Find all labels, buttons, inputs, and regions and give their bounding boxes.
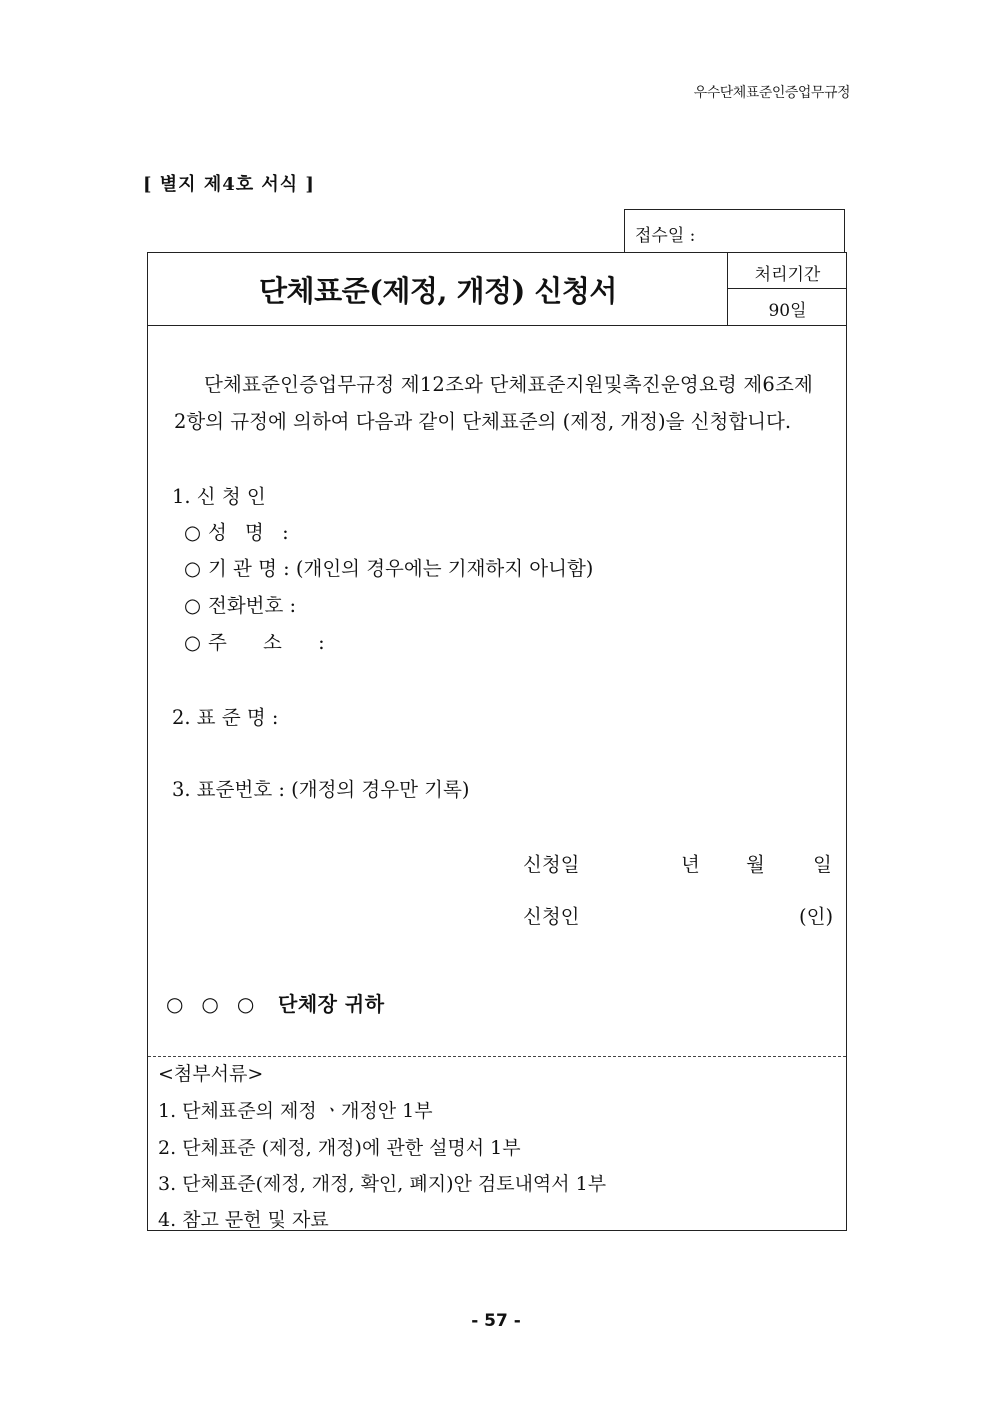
applicant-org-field xyxy=(184,553,593,581)
bullet-circle-icon: ○ xyxy=(184,521,202,544)
page-number: - 57 - xyxy=(471,1311,521,1331)
date-day-label: 일 xyxy=(813,853,832,876)
title-row xyxy=(148,253,846,326)
applicant-address-field xyxy=(184,627,325,655)
date-month-label: 월 xyxy=(746,853,765,876)
standard-number-field: 3. 표준번호 : (개정의 경우만 기록) xyxy=(172,778,470,801)
processing-period-cell xyxy=(727,253,847,325)
phone-label: 전화번호 : xyxy=(208,594,297,617)
addressee-text: 단체장 귀하 xyxy=(278,992,385,1016)
application-date-label: 신청일 xyxy=(523,853,580,876)
applicant-phone-field xyxy=(184,590,296,618)
receipt-label: 접수일 : xyxy=(635,226,696,246)
applicant-heading: 1. 신 청 인 xyxy=(172,485,266,508)
addressee-placeholder-circles: ○ ○ ○ xyxy=(166,992,255,1016)
attachment-item: 1. 단체표준의 제정 ㆍ개정안 1부 xyxy=(158,1100,433,1122)
attachment-item: 4. 참고 문헌 및 자료 xyxy=(158,1209,329,1231)
attachment-item: 2. 단체표준 (제정, 개정)에 관한 설명서 1부 xyxy=(158,1137,521,1159)
intro-line-2: 2항의 규정에 의하여 다음과 같이 단체표준의 (제정, 개정)을 신청합니다. xyxy=(174,410,792,433)
form-label: [ 별지 제4호 서식 ] xyxy=(143,174,315,195)
bullet-circle-icon: ○ xyxy=(184,631,202,654)
addressee xyxy=(166,988,385,1017)
applicant-name-field xyxy=(184,517,289,545)
attachment-item: 3. 단체표준(제정, 개정, 확인, 폐지)안 검토내역서 1부 xyxy=(158,1173,607,1195)
attachments-title: <첨부서류> xyxy=(158,1063,264,1085)
bullet-circle-icon: ○ xyxy=(184,594,202,617)
processing-period-value: 90일 xyxy=(768,301,807,321)
date-year-label: 년 xyxy=(681,853,700,876)
intro-line-1: 단체표준인증업무규정 제12조와 단체표준지원및촉진운영요령 제6조제 xyxy=(204,373,814,396)
processing-period-label: 처리기간 xyxy=(754,265,821,285)
form-title: 단체표준(제정, 개정) 신청서 xyxy=(259,274,617,308)
processing-period-divider xyxy=(728,288,847,289)
attachments-divider xyxy=(148,1056,846,1057)
receipt-box xyxy=(624,209,845,252)
org-label: 기 관 명 : (개인의 경우에는 기재하지 아니함) xyxy=(208,557,594,580)
standard-name-field: 2. 표 준 명 : xyxy=(172,706,279,729)
application-form xyxy=(147,252,847,1231)
seal-mark: (인) xyxy=(799,905,834,928)
name-label: 성 명 : xyxy=(208,521,289,544)
running-header: 우수단체표준인증업무규정 xyxy=(693,85,850,101)
bullet-circle-icon: ○ xyxy=(184,557,202,580)
address-label: 주 소 : xyxy=(208,631,325,654)
applicant-signature-label: 신청인 xyxy=(523,905,580,928)
